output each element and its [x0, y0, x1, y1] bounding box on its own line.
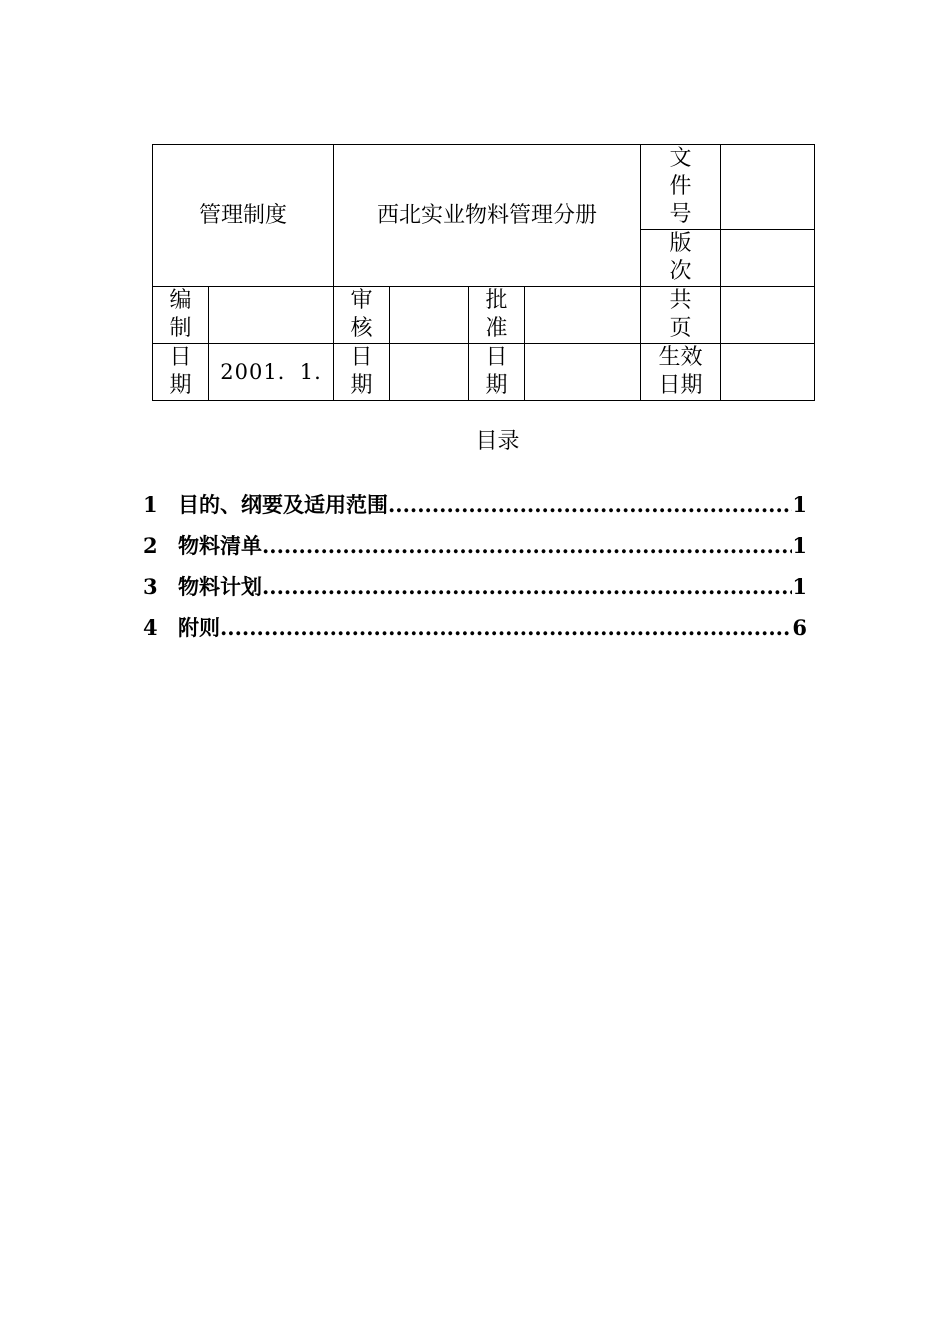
category-cell: [153, 145, 334, 287]
approve-date-value-cell: [525, 344, 641, 401]
toc-entry-page: 1: [792, 574, 807, 599]
toc-entry-number: 4: [143, 615, 158, 640]
author-date-label-cell: [153, 344, 209, 401]
author-date-value: 2001．1.: [220, 359, 322, 384]
author-label: 编制: [169, 288, 192, 341]
version-label-cell: [641, 230, 721, 287]
toc-entry-3[interactable]: [143, 571, 807, 612]
approve-value-cell: [525, 287, 641, 344]
toc-entry-2[interactable]: [143, 530, 807, 571]
toc-entry-label: 附则: [178, 615, 220, 640]
effective-date-label: 生效日期: [658, 345, 703, 398]
toc-entry-label: 物料清单: [178, 533, 262, 558]
review-date-label: 日期: [350, 345, 373, 398]
version-label: 版次: [669, 231, 692, 284]
effective-date-label-cell: [641, 344, 721, 401]
review-label: 审核: [350, 288, 373, 341]
author-label-cell: [153, 287, 209, 344]
approve-label-cell: [469, 287, 525, 344]
toc-entry-label: 物料计划: [178, 574, 262, 599]
author-value-cell: [209, 287, 334, 344]
toc-title: 目录: [475, 429, 520, 454]
toc-entry-page: 1: [792, 533, 807, 558]
table-of-contents: [143, 489, 807, 653]
review-label-cell: [334, 287, 390, 344]
pages-label-cell: [641, 287, 721, 344]
title-cell: [334, 145, 641, 287]
toc-entry-1[interactable]: [143, 489, 807, 530]
toc-entry-number: 3: [143, 574, 158, 599]
review-date-value-cell: [390, 344, 469, 401]
toc-entry-label: 目的、纲要及适用范围: [178, 492, 388, 517]
doc-no-value-cell: [721, 145, 815, 230]
approve-date-label: 日期: [485, 345, 508, 398]
toc-entry-4[interactable]: [143, 612, 807, 653]
author-date-label: 日期: [169, 345, 192, 398]
toc-entry-page: 6: [792, 615, 807, 640]
doc-no-label: 文件号: [669, 146, 692, 227]
category-text: 管理制度: [199, 203, 288, 228]
pages-label: 共页: [669, 288, 692, 341]
toc-dot-leader: [388, 492, 792, 517]
author-date-value-cell: [209, 344, 334, 401]
toc-dot-leader: [220, 615, 792, 640]
toc-entry-page: 1: [792, 492, 807, 517]
document-title: 西北实业物料管理分册: [377, 203, 598, 228]
review-date-label-cell: [334, 344, 390, 401]
approve-label: 批准: [485, 288, 508, 341]
document-header-table: [152, 144, 815, 401]
toc-entry-number: 2: [143, 533, 158, 558]
approve-date-label-cell: [469, 344, 525, 401]
effective-date-value-cell: [721, 344, 815, 401]
toc-dot-leader: [262, 533, 792, 558]
toc-entry-number: 1: [143, 492, 158, 517]
toc-dot-leader: [262, 574, 792, 599]
pages-value-cell: [721, 287, 815, 344]
doc-no-label-cell: [641, 145, 721, 230]
review-value-cell: [390, 287, 469, 344]
version-value-cell: [721, 230, 815, 287]
